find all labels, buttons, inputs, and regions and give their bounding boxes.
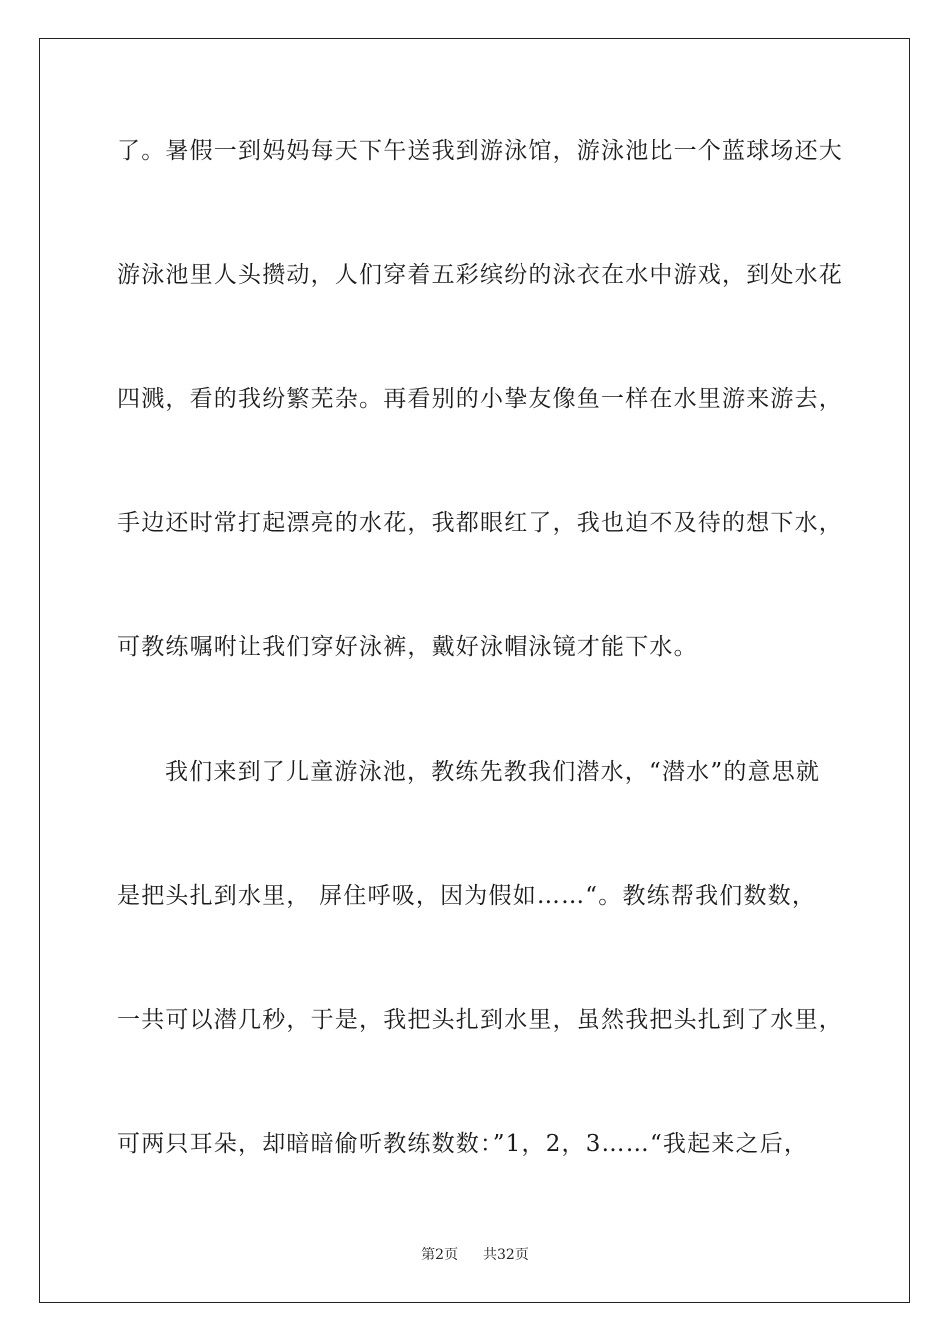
paragraph-line-9: 可两只耳朵，却暗暗偷听教练数数：”1，2，3……“我起来之后， bbox=[117, 1131, 809, 1157]
page-number: 第2页 bbox=[421, 1247, 459, 1263]
page-total: 共32页 bbox=[483, 1247, 529, 1263]
paragraph-line-6: 我们来到了儿童游泳池，教练先教我们潜水，“潜水”的意思就 bbox=[165, 759, 821, 785]
paragraph-line-7: 是把头扎到水里， 屏住呼吸，因为假如……“。教练帮我们数数， bbox=[117, 883, 817, 909]
paragraph-line-8: 一共可以潜几秒，于是，我把头扎到水里，虽然我把头扎到了水里， bbox=[117, 1007, 843, 1033]
paragraph-line-4: 手边还时常打起漂亮的水花，我都眼红了，我也迫不及待的想下水， bbox=[117, 510, 843, 536]
paragraph-line-2: 游泳池里人头攒动，人们穿着五彩缤纷的泳衣在水中游戏，到处水花 bbox=[117, 262, 843, 288]
paragraph-line-5: 可教练嘱咐让我们穿好泳裤，戴好泳帽泳镜才能下水。 bbox=[117, 634, 698, 660]
page-border bbox=[39, 38, 910, 1303]
page-footer bbox=[0, 1244, 950, 1264]
paragraph-line-3: 四溅，看的我纷繁芜杂。再看别的小挚友像鱼一样在水里游来游去， bbox=[117, 386, 843, 412]
paragraph-line-1: 了。暑假一到妈妈每天下午送我到游泳馆，游泳池比一个蓝球场还大 bbox=[117, 138, 843, 164]
